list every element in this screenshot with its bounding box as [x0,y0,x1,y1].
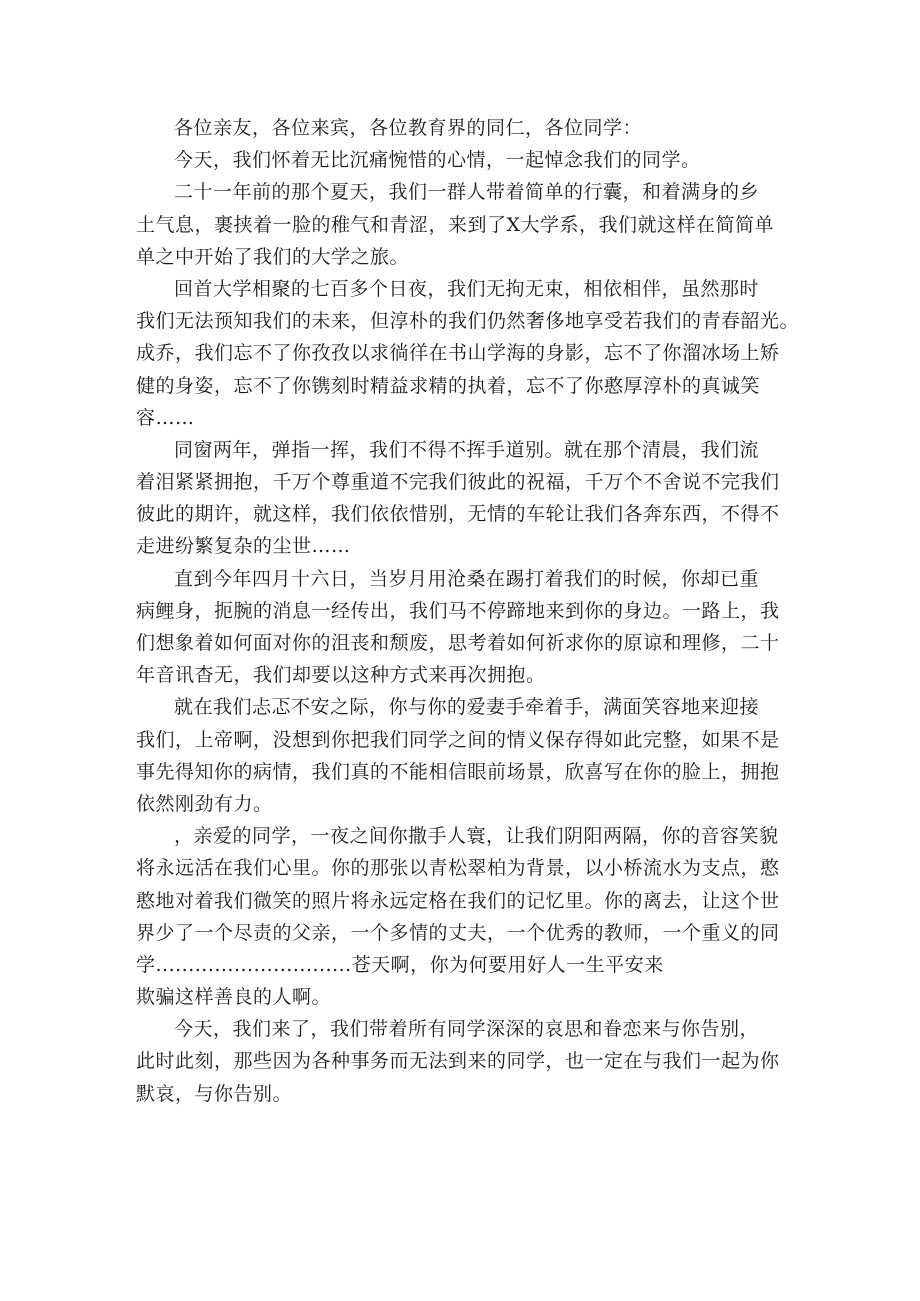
text-line: 走进纷繁复杂的尘世…… [136,535,351,558]
text-line: 同窗两年，弹指一挥，我们不得不挥手道别。就在那个清晨，我们流 [174,438,760,461]
text-line: 事先得知你的病情，我们真的不能相信眼前场景，欣喜写在你的脸上，拥抱 [136,760,780,783]
text-line: 成乔，我们忘不了你孜孜以求徜徉在书山学海的身影，忘不了你溜冰场上矫 [136,342,780,365]
text-line: 容…… [136,406,195,429]
text-line: 各位亲友，各位来宾，各位教育界的同仁，各位同学： [174,117,643,139]
text-line: 今天，我们怀着无比沉痛惋惜的心情，一起悼念我们的同学。 [174,149,701,172]
text-line: 二十一年前的那个夏天，我们一群人带着简单的行囊，和着满身的乡 [174,181,760,204]
eulogy-text [134,112,800,1110]
text-line: 欺骗这样善良的人啊。 [136,986,332,1009]
text-line: 回首大学相聚的七百多个日夜，我们无拘无束，相依相伴，虽然那时 [174,277,760,300]
text-line: 我们无法预知我们的未来，但淳朴的我们仍然奢侈地享受若我们的青春韶光。 [136,310,800,333]
text-line: 憨地对着我们微笑的照片将永远定格在我们的记忆里。你的离去，让这个世 [136,889,780,912]
text-line: 学..............................苍天啊，你为何要用好人一生平安来 [136,953,664,976]
text-line: 将永远活在我们心里。你的那张以青松翠柏为背景，以小桥流水为支点，憨 [136,857,780,880]
text-line: 我们，上帝啊，没想到你把我们同学之间的情义保存得如此完整，如果不是 [136,728,780,751]
text-line: 们想象着如何面对你的沮丧和颓废，思考着如何祈求你的原谅和理修，二十 [136,632,780,654]
text-line: 界少了一个尽责的父亲，一个多情的丈夫，一个优秀的教师，一个重义的同 [136,921,780,944]
text-line: 年音讯杳无，我们却要以这种方式来再次拥抱。 [136,664,546,687]
text-line: 依然刚劲有力。 [136,792,273,815]
text-line: 病鲤身，扼腕的消息一经传出，我们马不停蹄地来到你的身边。一路上，我 [136,599,780,622]
text-line: 就在我们忐忑不安之际，你与你的爱妻手牵着手，满面笑容地来迎接 [174,696,760,719]
text-line: 今天，我们来了，我们带着所有同学深深的哀思和眷恋来与你告别， [174,1018,760,1041]
text-line: 土气息，裹挟着一脸的稚气和青涩，来到了X大学系，我们就这样在简简单 [136,213,775,236]
text-line: 直到今年四月十六日，当岁月用沧桑在踢打着我们的时候，你却已重 [174,567,760,590]
text-line: 此时此刻，那些因为各种事务而无法到来的同学，也一定在与我们一起为你 [136,1050,780,1073]
text-line: ，亲爱的同学，一夜之间你撒手人寰，让我们阴阳两隔，你的音容笑貌 [174,825,779,848]
text-line: 单之中开始了我们的大学之旅。 [136,245,410,268]
text-line: 彼此的期许，就这样，我们依依惜别，无情的车轮让我们各奔东西，不得不 [136,503,780,526]
text-line: 默哀，与你告别。 [136,1082,293,1105]
text-line: 健的身姿，忘不了你镌刻时精益求精的执着，忘不了你憨厚淳朴的真诚笑 [136,374,761,397]
text-line: 着泪紧紧拥抱，千万个尊重道不完我们彼此的祝福，千万个不舍说不完我们 [136,471,780,494]
